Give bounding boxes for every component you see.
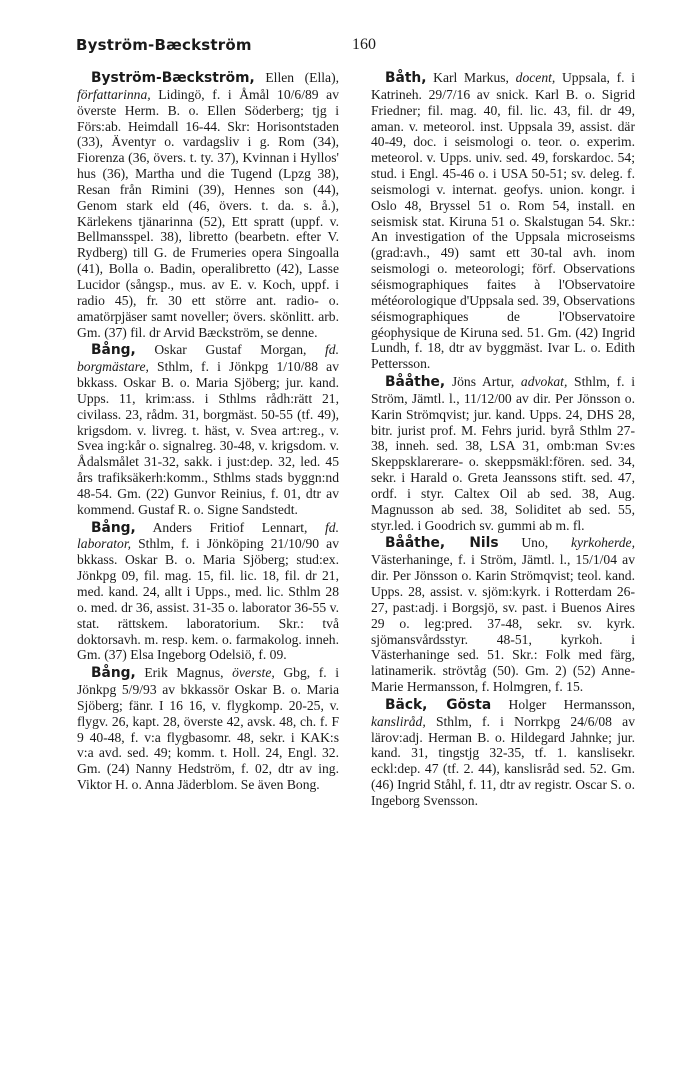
entry — [77, 70, 339, 340]
entry-surname: Bååthe, — [385, 374, 446, 391]
entry-given-name: Anders Fritiof Lennart, — [135, 519, 308, 535]
running-head: Byström-Bæckström — [76, 36, 252, 54]
entry-text: Sthlm, f. i Norrkpg 24/6/08 av lärov:adj. Herman B. o. Hildegard Jahnke; jur. kand. 31, tingstjg 32-35, tf. 1. kanslisekr. eckl:dep. 47 (tf. 2. 44), kanslisråd sed. 52. Gm. (46) Ingrid Ståhl, f. 11, dtr av registr. Oscar S. o. Ingeborg Svensson. — [371, 713, 635, 808]
entry-title: kansliråd, — [371, 713, 426, 729]
entry-title: fd. borgmästare, — [77, 342, 339, 375]
right-column — [371, 70, 635, 811]
entry-title: advokat, — [514, 374, 568, 390]
entry-given-name: Oskar Gustaf Morgan, — [135, 342, 307, 358]
entry — [77, 520, 339, 664]
entry-surname: Bäck, Gösta — [385, 696, 492, 713]
entry-title: docent, — [508, 70, 556, 85]
page-number: 160 — [352, 36, 376, 53]
entry — [371, 70, 635, 372]
entry-surname: Bååthe, Nils — [385, 535, 499, 552]
left-column — [77, 70, 339, 795]
entry — [371, 374, 635, 533]
entry — [371, 535, 635, 694]
entry-given-name: Karl Markus, — [426, 70, 509, 85]
entry-title: kyrkoherde, — [548, 535, 635, 551]
entry-surname: Bång, — [91, 519, 136, 536]
entry-text: Gbg, f. i Jönkpg 5/9/93 av bkkassör Oskar B. o. Maria Sjöberg; fänr. I 16 16, v. flygkomp. 20-25, v. flygv. 26, kapt. 28, överste 42, avsk. 48, ch. f. F 9 40-48, f. v:a flygbasomr. 48, sekr. i KAK:s v:a avd. sed. 49; komm. t. Holl. 24, Engl. 32. Gm. (24) Nanny Hedström, f. 02, dtr av ing. Viktor H. o. Anna Jäderblom. Se även Bong. — [77, 665, 339, 793]
entry-given-name: Uno, — [498, 535, 549, 551]
entry-title: författarinna, — [77, 86, 151, 102]
entry — [77, 342, 339, 517]
entry-text: Västerhaninge, f. i Ström, Jämtl. l., 15/1/04 av dir. Per Jönsson o. Karin Strömqvist; teol. kand. Upps. 28, assist. v. sjöm:kyrk. i Rotterdam 26-27, past:adj. i Borgsjö, sv. past. i Buenos Aires 29 o. leg:pred. 37-48, sekr. sv. kyrk. sjömansvårdsstyr. 48-51, kyrkoh. i Västerhaninge sed. 51. Skr.: Folk med färg, latinamerik. strövtåg (50). Gm. 2) (52) Anne-Marie Hermansson, f. Holmgren, f. 15. — [371, 552, 635, 695]
entry-text: Lidingö, f. i Åmål 10/6/89 av överste Herm. B. o. Ellen Söderberg; tjg i Förs:ab. Heimdall 16-44. Skr: Horisontstaden (33), Äventyr o. vardagsliv i g. Rom (34), Fiorenza (36, övers. t. ty. 37), Kvinnan i Hyllos' hus (36), Martha und die Tugend (Lpzg 38), Resan från Rimini (39), Hennes son (44), Genom stark eld (46, övers. t. da. s. å.), Kärlekens tjänarinna (52), Ett spratt (uppf. v. Bellmansspel. 38), libretto (bearbetn. efter V. Rydberg) till G. de Frumeries opera Singoalla (41), Bolla o. Badin, operalibretto (42), Lasse Lucidor (sångsp., mus. av E. v. Koch, uppf. i radio 45), fr. 30 ett större ant. radio- o. amatörpjäser samt noveller; övers. skönlitt. arb. Gm. (37) fil. dr Arvid Bæckström, se denne. — [77, 86, 339, 340]
entry-text: Sthlm, f. i Jönköping 21/10/90 av bkkass. Oskar B. o. Maria Sjöberg; stud:ex. Jönkpg 09, fil. mag. 15, fil. lic. 18, fil. dr 21, med. kand. 24, allt i Upps., med. lic. Sthlm 28 o. med. dr 36, assist. 31-35 o. laborator 36-55 v. stat. rättskem. laboratorium. Skr.: två doktorsavh. m. resp. kem. o. farmakolog. inneh. Gm. (37) Elsa Ingeborg Odelsiö, f. 09. — [77, 536, 339, 663]
entry — [77, 665, 339, 793]
entry — [371, 697, 635, 809]
entry-text: Uppsala, f. i Katrineh. 29/7/16 av snick. Karl B. o. Sigrid Friedner; fil. mag. 40, fil. lic. 43, fil. dr 49, aman. v. meteorol. inst. Uppsala 39, assist. där 40-49, doc. i seismologi o. teor. o. experim. meteorol. v. Upps. univ. sed. 49, forskardoc. 54; stud. i Engl. 45-46 o. i USA 50-51; sv. deleg. f. seismologi v. internat. geofys. union. kongr. i Oslo 48, Bryssel 51 o. Rom 54, install. en seismisk stat. Kiruna 51 o. Skalstugan 54. Skr.: An investigation of the Uppsala microseisms (grad:avh., 49) samt ett 30-tal avh. inom seismologi o. meteorologi; förf. Observations séismographiques faites à l'Observatoire météorologique d'Uppsala sed. 39, Observations séismographiques de l'Observatoire géophysique de Kiruna sed. 51. Gm. (42) Ingrid Lundh, f. 18, dtr av byggmäst. Ivar L. o. Edith Pettersson. — [371, 70, 635, 372]
entry-surname: Bång, — [91, 665, 136, 682]
entry-text: Sthlm, f. i Ström, Jämtl. l., 11/12/00 av dir. Per Jönsson o. Karin Strömqvist; jur. kand. Upps. 24, DHS 28, bitr. jurist prof. M. Fehrs jurid. byrå Sthlm 27-38, inneh. sed. 38, LSA 31, omb:man Sv:es Skeppsklarerare- o. skeppsmäkl:fören. sed. 34, sekr. i Harald o. Greta Jeanssons stift. sed. 47, ordf. i styr. Caltex Oil ab sed. 38, Aug. Magnusson ab sed. 38, Soliditet ab sed. 55, styr.led. i Goodrich sv. gummi ab m. fl. — [371, 374, 635, 533]
entry-text: Sthlm, f. i Jönkpg 1/10/88 av bkkass. Oskar B. o. Maria Sjöberg; jur. kand. Upps. 11, krim:ass. i Sthlms rådh:rätt 21, civilass. 23, rådm. 31, borgmäst. 50-55 (tf. 49), krigsdom. v. livreg. t. häst, v. Svea art:reg., v. Svea ing:kår o. signalreg. 30-48, v. krigsdom. v. Ådalsmålet 31-32, sakk. i just:dep. 32, led. 45 års trafiksäkerh:komm., Sthlms stads byggn:nd 48-54. Gm. (22) Gunvor Reinius, f. 01, dtr av kommend. Gustaf R. o. Signe Sandstedt. — [77, 359, 339, 517]
entry-title: överste, — [223, 665, 275, 681]
entry-surname: Byström-Bæckström, — [91, 70, 255, 86]
entry-surname: Bång, — [91, 342, 136, 359]
entry-given-name: Erik Magnus, — [135, 665, 224, 681]
entry-surname: Båth, — [385, 70, 427, 86]
entry-given-name: Holger Hermansson, — [491, 696, 635, 712]
entry-given-name: Jöns Artur, — [445, 374, 515, 390]
entry-given-name: Ellen (Ella), — [254, 70, 339, 85]
entry-title: fd. laborator, — [77, 519, 339, 552]
